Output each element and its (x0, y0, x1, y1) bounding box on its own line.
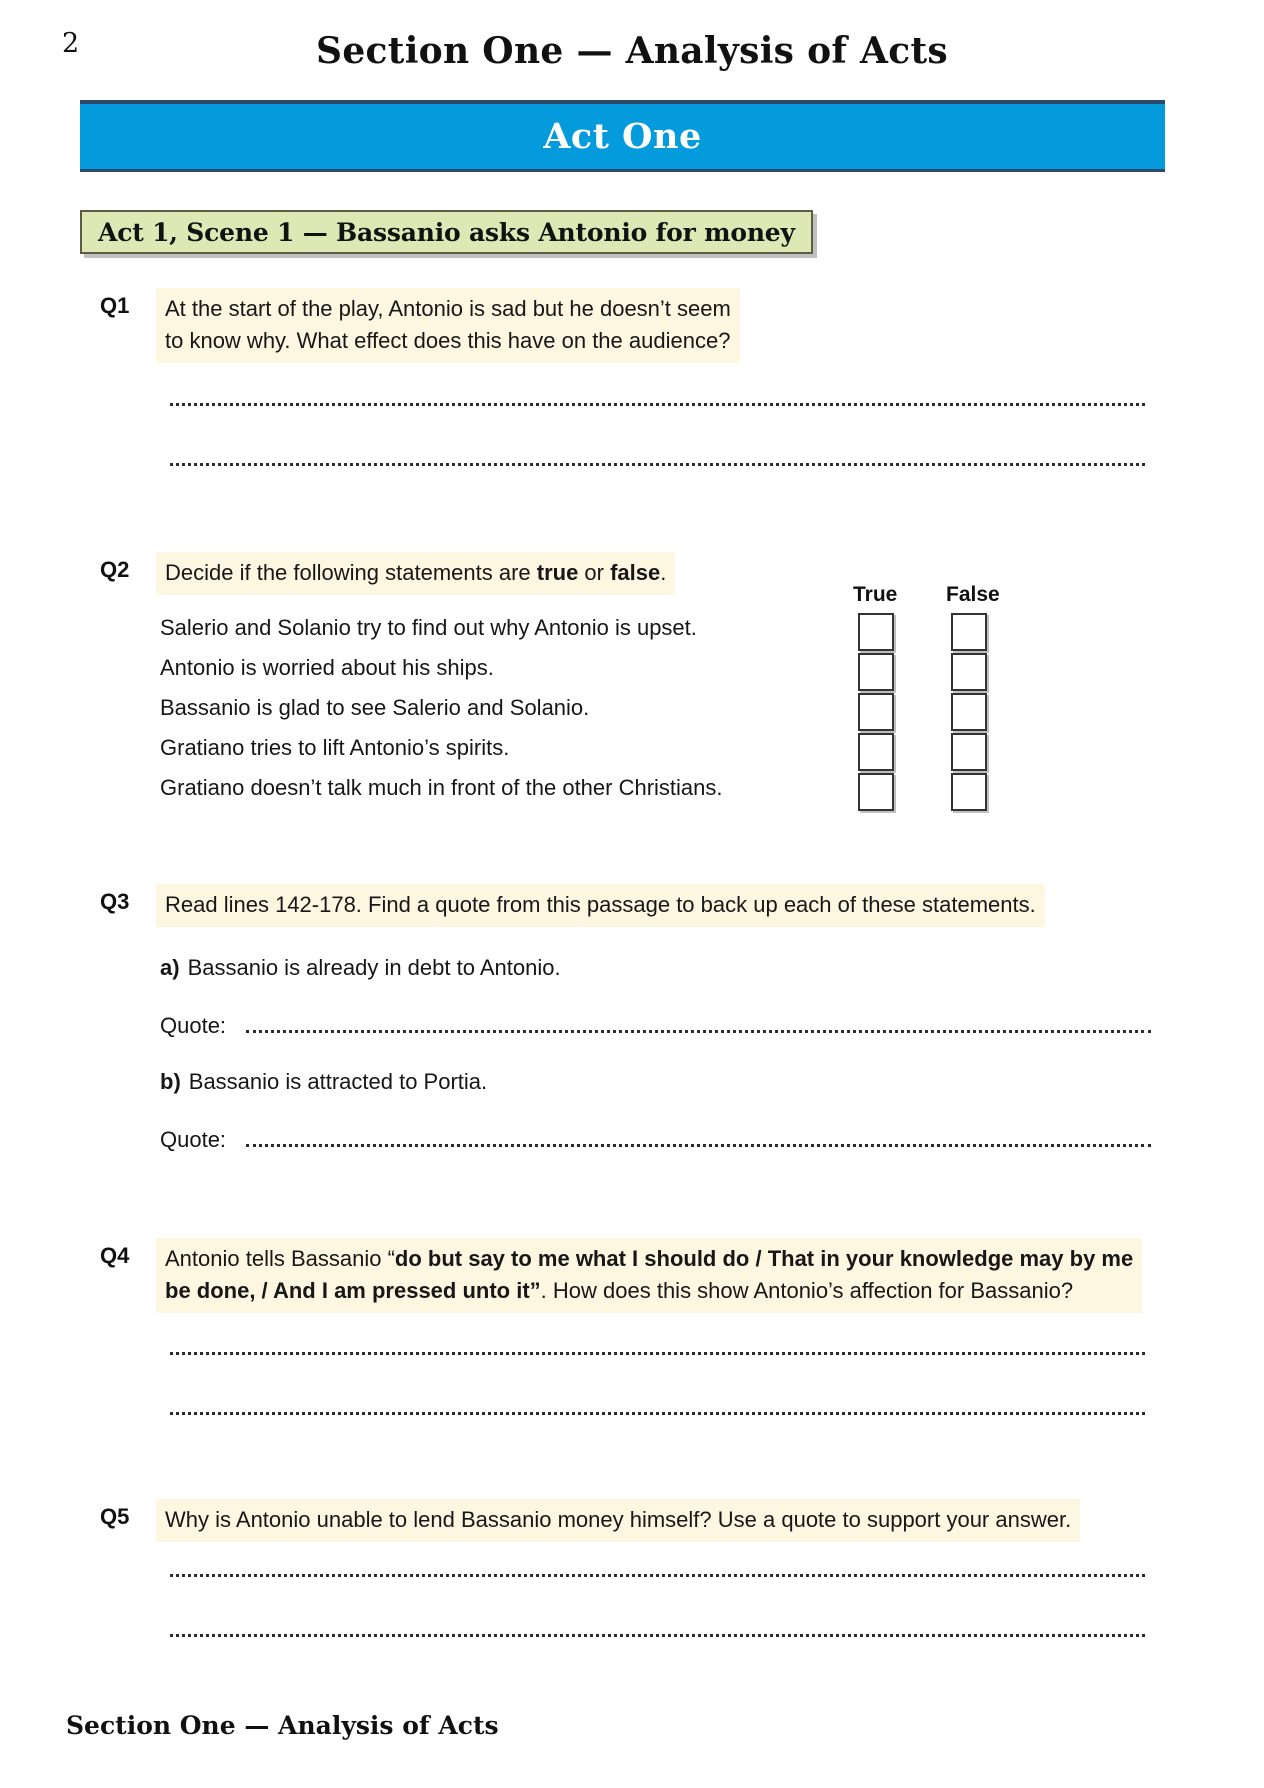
scene-header-bar (80, 210, 813, 254)
tf-column-header-false: False (946, 583, 1000, 606)
q2-bold-true: true (536, 560, 579, 585)
answer-line-q4-1[interactable] (170, 1352, 1145, 1355)
page-footer: Section One — Analysis of Acts (66, 1711, 499, 1740)
question-number-q2: Q2 (100, 557, 130, 582)
question-text-q1 (156, 288, 740, 363)
q3-part-a-text: Bassanio is already in debt to Antonio. (187, 955, 561, 980)
checkbox-true-4[interactable] (858, 733, 894, 771)
q1-line-2: to know why. What effect does this have on the audience? (165, 327, 731, 353)
q3-part-b-quote-label: Quote: (160, 1127, 227, 1152)
q2-suffix: . (660, 560, 667, 585)
tf-statement-3: Bassanio is glad to see Salerio and Solanio. (160, 695, 590, 720)
page-title: Section One — Analysis of Acts (316, 30, 948, 72)
q3-part-b-letter: b) (160, 1069, 181, 1094)
tf-statement-4: Gratiano tries to lift Antonio’s spirits. (160, 735, 510, 760)
answer-line-q1-1[interactable] (170, 403, 1145, 406)
question-q1 (100, 288, 740, 363)
checkbox-false-3[interactable] (951, 693, 987, 731)
q2-prefix: Decide if the following statements are (165, 560, 537, 585)
q4-line1-plain: Antonio tells Bassanio “ (165, 1246, 395, 1271)
tf-statement-5: Gratiano doesn’t talk much in front of the other Christians. (160, 775, 723, 800)
q4-line2-plain: . How does this show Antonio’s affection for Bassanio? (540, 1277, 1074, 1303)
checkbox-false-1[interactable] (951, 613, 987, 651)
checkbox-true-3[interactable] (858, 693, 894, 731)
question-q3-part-b (160, 1069, 487, 1095)
page-number: 2 (62, 28, 80, 59)
question-text-q2 (156, 552, 675, 595)
question-text-q4 (156, 1238, 1142, 1313)
question-number-q4: Q4 (100, 1243, 130, 1268)
question-number-q1: Q1 (100, 293, 130, 318)
checkbox-true-2[interactable] (858, 653, 894, 691)
answer-line-q5-2[interactable] (170, 1634, 1145, 1637)
act-banner (80, 100, 1165, 172)
answer-line-q3-b[interactable] (246, 1144, 1151, 1147)
scene-header-label: Act 1, Scene 1 — Bassanio asks Antonio for money (98, 217, 795, 247)
act-banner-label: Act One (543, 116, 702, 157)
tf-column-header-true: True (853, 583, 898, 606)
question-number-q5: Q5 (100, 1504, 130, 1529)
question-q3-part-a (160, 955, 561, 981)
checkbox-true-1[interactable] (858, 613, 894, 651)
answer-line-q5-1[interactable] (170, 1574, 1145, 1577)
checkbox-false-5[interactable] (951, 773, 987, 811)
q4-line2-bold: be done, / And I am pressed unto it” (165, 1277, 541, 1303)
q2-middle: or (578, 560, 611, 585)
question-q4 (100, 1238, 1142, 1313)
q3-part-a-letter: a) (160, 955, 180, 980)
answer-line-q4-2[interactable] (170, 1412, 1145, 1415)
question-q5 (100, 1499, 1080, 1542)
q3-part-a-quote-label: Quote: (160, 1013, 227, 1038)
question-q2 (100, 552, 675, 595)
question-number-q3: Q3 (100, 889, 130, 914)
checkbox-false-4[interactable] (951, 733, 987, 771)
question-text-q5: Why is Antonio unable to lend Bassanio money himself? Use a quote to support your answer. (156, 1499, 1080, 1542)
q4-line1-bold: do but say to me what I should do / That in your knowledge may by me (394, 1246, 1134, 1271)
question-q3 (100, 884, 1045, 927)
tf-statement-2: Antonio is worried about his ships. (160, 655, 494, 680)
checkbox-true-5[interactable] (858, 773, 894, 811)
answer-line-q3-a[interactable] (246, 1030, 1151, 1033)
q2-bold-false: false (610, 560, 661, 585)
tf-statement-1: Salerio and Solanio try to find out why Antonio is upset. (160, 615, 697, 640)
q1-line-1: At the start of the play, Antonio is sad but he doesn’t seem (165, 296, 731, 321)
question-text-q3: Read lines 142-178. Find a quote from this passage to back up each of these statements. (156, 884, 1045, 927)
q3-part-b-text: Bassanio is attracted to Portia. (188, 1069, 488, 1094)
checkbox-false-2[interactable] (951, 653, 987, 691)
answer-line-q1-2[interactable] (170, 463, 1145, 466)
